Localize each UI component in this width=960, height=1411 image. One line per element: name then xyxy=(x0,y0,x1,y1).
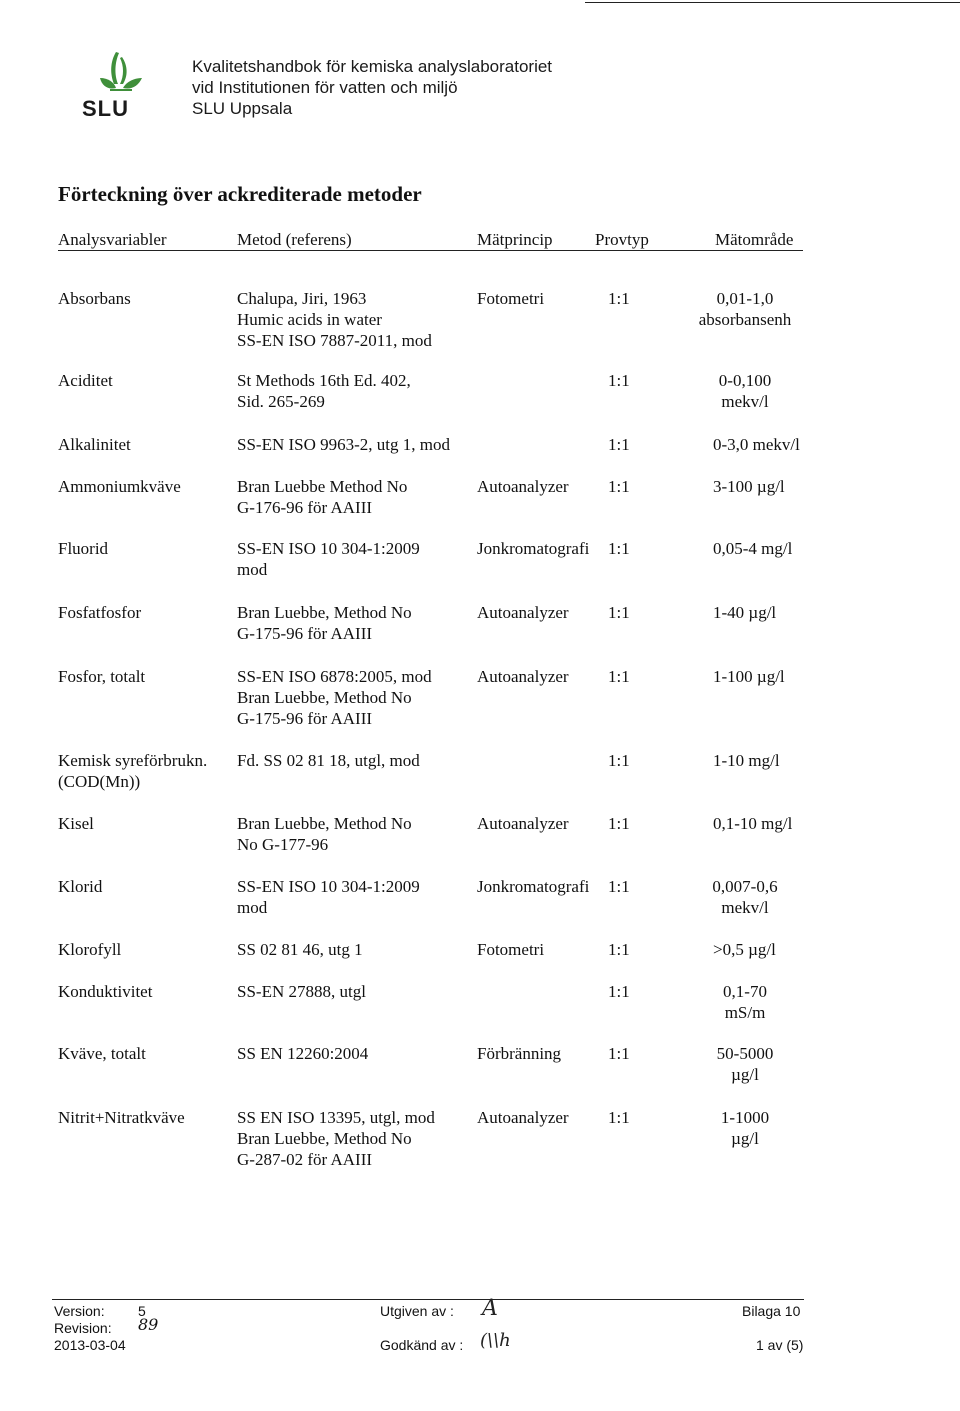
cell-variable: Fosfor, totalt xyxy=(58,667,146,686)
revision-label: Revision: xyxy=(54,1320,112,1336)
page-number: 1 av (5) xyxy=(756,1337,804,1353)
page-title: Förteckning över ackrediterade metoder xyxy=(58,182,422,206)
cell-method: Chalupa, Jiri, 1963 Humic acids in water SS-EN ISO 7887-2011, mod xyxy=(237,289,432,350)
cell-variable: Ammoniumkväve xyxy=(58,477,181,496)
column-header-range: Mätområde xyxy=(715,230,794,249)
cell-principle: Fotometri xyxy=(477,289,545,308)
cell-principle: Fotometri xyxy=(477,940,545,959)
top-rule xyxy=(585,2,960,3)
cell-method: St Methods 16th Ed. 402, Sid. 265-269 xyxy=(237,371,411,411)
cell-sample: 1:1 xyxy=(608,477,630,496)
revision-value: 89 xyxy=(138,1315,159,1334)
cell-range: 1-40 µg/l xyxy=(713,603,777,622)
cell-sample: 1:1 xyxy=(608,751,630,770)
document-header xyxy=(192,56,552,119)
cell-sample: 1:1 xyxy=(608,667,630,686)
column-header-principle: Mätprincip xyxy=(477,230,553,249)
cell-method: SS EN ISO 13395, utgl, mod Bran Luebbe, Method No G-287-02 för AAIII xyxy=(237,1108,435,1169)
cell-range: 1-10 mg/l xyxy=(713,751,780,770)
cell-variable: Konduktivitet xyxy=(58,982,153,1001)
cell-method: Bran Luebbe, Method No No G-177-96 xyxy=(237,814,412,854)
cell-range: 0,007-0,6 mekv/l xyxy=(712,877,778,917)
header-line-1: Kvalitetshandbok för kemiska analyslaboratoriet xyxy=(192,57,553,76)
cell-range: 1-1000 µg/l xyxy=(720,1108,770,1148)
cell-principle: Autoanalyzer xyxy=(477,603,569,622)
version-label: Version: xyxy=(54,1303,105,1319)
cell-range: 0,05-4 mg/l xyxy=(713,539,793,558)
cell-method: Fd. SS 02 81 18, utgl, mod xyxy=(237,751,420,770)
cell-method: SS EN 12260:2004 xyxy=(237,1044,369,1063)
footer-rule xyxy=(52,1299,804,1300)
cell-sample: 1:1 xyxy=(608,371,630,390)
cell-variable: Absorbans xyxy=(58,289,131,308)
cell-principle: Autoanalyzer xyxy=(477,667,569,686)
cell-sample: 1:1 xyxy=(608,877,630,896)
cell-variable: Fosfatfosfor xyxy=(58,603,142,622)
cell-principle: Autoanalyzer xyxy=(477,1108,569,1127)
cell-variable: Alkalinitet xyxy=(58,435,131,454)
cell-range: >0,5 µg/l xyxy=(713,940,776,959)
cell-range: 0,1-70 mS/m xyxy=(723,982,767,1022)
leaf-icon xyxy=(80,48,155,98)
cell-sample: 1:1 xyxy=(608,539,630,558)
cell-variable: Kisel xyxy=(58,814,94,833)
footer-date: 2013-03-04 xyxy=(54,1337,126,1353)
cell-sample: 1:1 xyxy=(608,603,630,622)
cell-principle: Förbränning xyxy=(477,1044,562,1063)
cell-principle: Jonkromatografi xyxy=(477,877,590,896)
cell-range: 1-100 µg/l xyxy=(713,667,785,686)
cell-method: SS-EN ISO 10 304-1:2009 mod xyxy=(237,877,420,917)
cell-range: 0-0,100 mekv/l xyxy=(718,371,772,411)
cell-sample: 1:1 xyxy=(608,435,630,454)
cell-range: 0,1-10 mg/l xyxy=(713,814,793,833)
cell-sample: 1:1 xyxy=(608,940,630,959)
cell-method: SS 02 81 46, utg 1 xyxy=(237,940,363,959)
cell-variable: Kväve, totalt xyxy=(58,1044,146,1063)
cell-method: SS-EN 27888, utgl xyxy=(237,982,366,1001)
cell-sample: 1:1 xyxy=(608,982,630,1001)
cell-sample: 1:1 xyxy=(608,814,630,833)
cell-variable: Aciditet xyxy=(58,371,113,390)
cell-variable: Klorid xyxy=(58,877,103,896)
approved-by-label: Godkänd av : xyxy=(380,1337,464,1353)
cell-range: 0-3,0 mekv/l xyxy=(713,435,800,454)
appendix-label: Bilaga 10 xyxy=(742,1303,801,1319)
cell-principle: Autoanalyzer xyxy=(477,814,569,833)
cell-range: 0,01-1,0 absorbansenh xyxy=(698,289,792,329)
header-rule xyxy=(58,250,803,251)
logo-text: SLU xyxy=(82,96,129,121)
cell-method: Bran Luebbe, Method No G-175-96 för AAIII xyxy=(237,603,412,643)
cell-principle: Jonkromatografi xyxy=(477,539,590,558)
cell-method: Bran Luebbe Method No G-176-96 för AAIII xyxy=(237,477,408,517)
column-header-variable: Analysvariabler xyxy=(58,230,167,249)
cell-variable: Klorofyll xyxy=(58,940,122,959)
cell-range: 3-100 µg/l xyxy=(713,477,785,496)
cell-range: 50-5000 µg/l xyxy=(716,1044,774,1084)
column-header-sample: Provtyp xyxy=(595,230,649,249)
cell-sample: 1:1 xyxy=(608,1108,630,1127)
cell-method: SS-EN ISO 10 304-1:2009 mod xyxy=(237,539,420,579)
cell-method: SS-EN ISO 6878:2005, mod Bran Luebbe, Method No G-175-96 för AAIII xyxy=(237,667,432,728)
cell-sample: 1:1 xyxy=(608,289,630,308)
cell-principle: Autoanalyzer xyxy=(477,477,569,496)
cell-variable: Fluorid xyxy=(58,539,109,558)
cell-sample: 1:1 xyxy=(608,1044,630,1063)
column-header-method: Metod (referens) xyxy=(237,230,352,249)
header-line-3: SLU Uppsala xyxy=(192,99,293,118)
cell-method: SS-EN ISO 9963-2, utg 1, mod xyxy=(237,435,450,454)
issued-signature: A xyxy=(482,1296,498,1321)
slu-logo xyxy=(80,48,155,123)
cell-variable: Nitrit+Nitratkväve xyxy=(58,1108,185,1127)
version-value: 5 xyxy=(138,1303,146,1319)
cell-variable: Kemisk syreförbrukn. (COD(Mn)) xyxy=(58,751,208,791)
approved-signature: (\\h xyxy=(480,1330,511,1351)
header-line-2: vid Institutionen för vatten och miljö xyxy=(192,78,458,97)
issued-by-label: Utgiven av : xyxy=(380,1303,454,1319)
